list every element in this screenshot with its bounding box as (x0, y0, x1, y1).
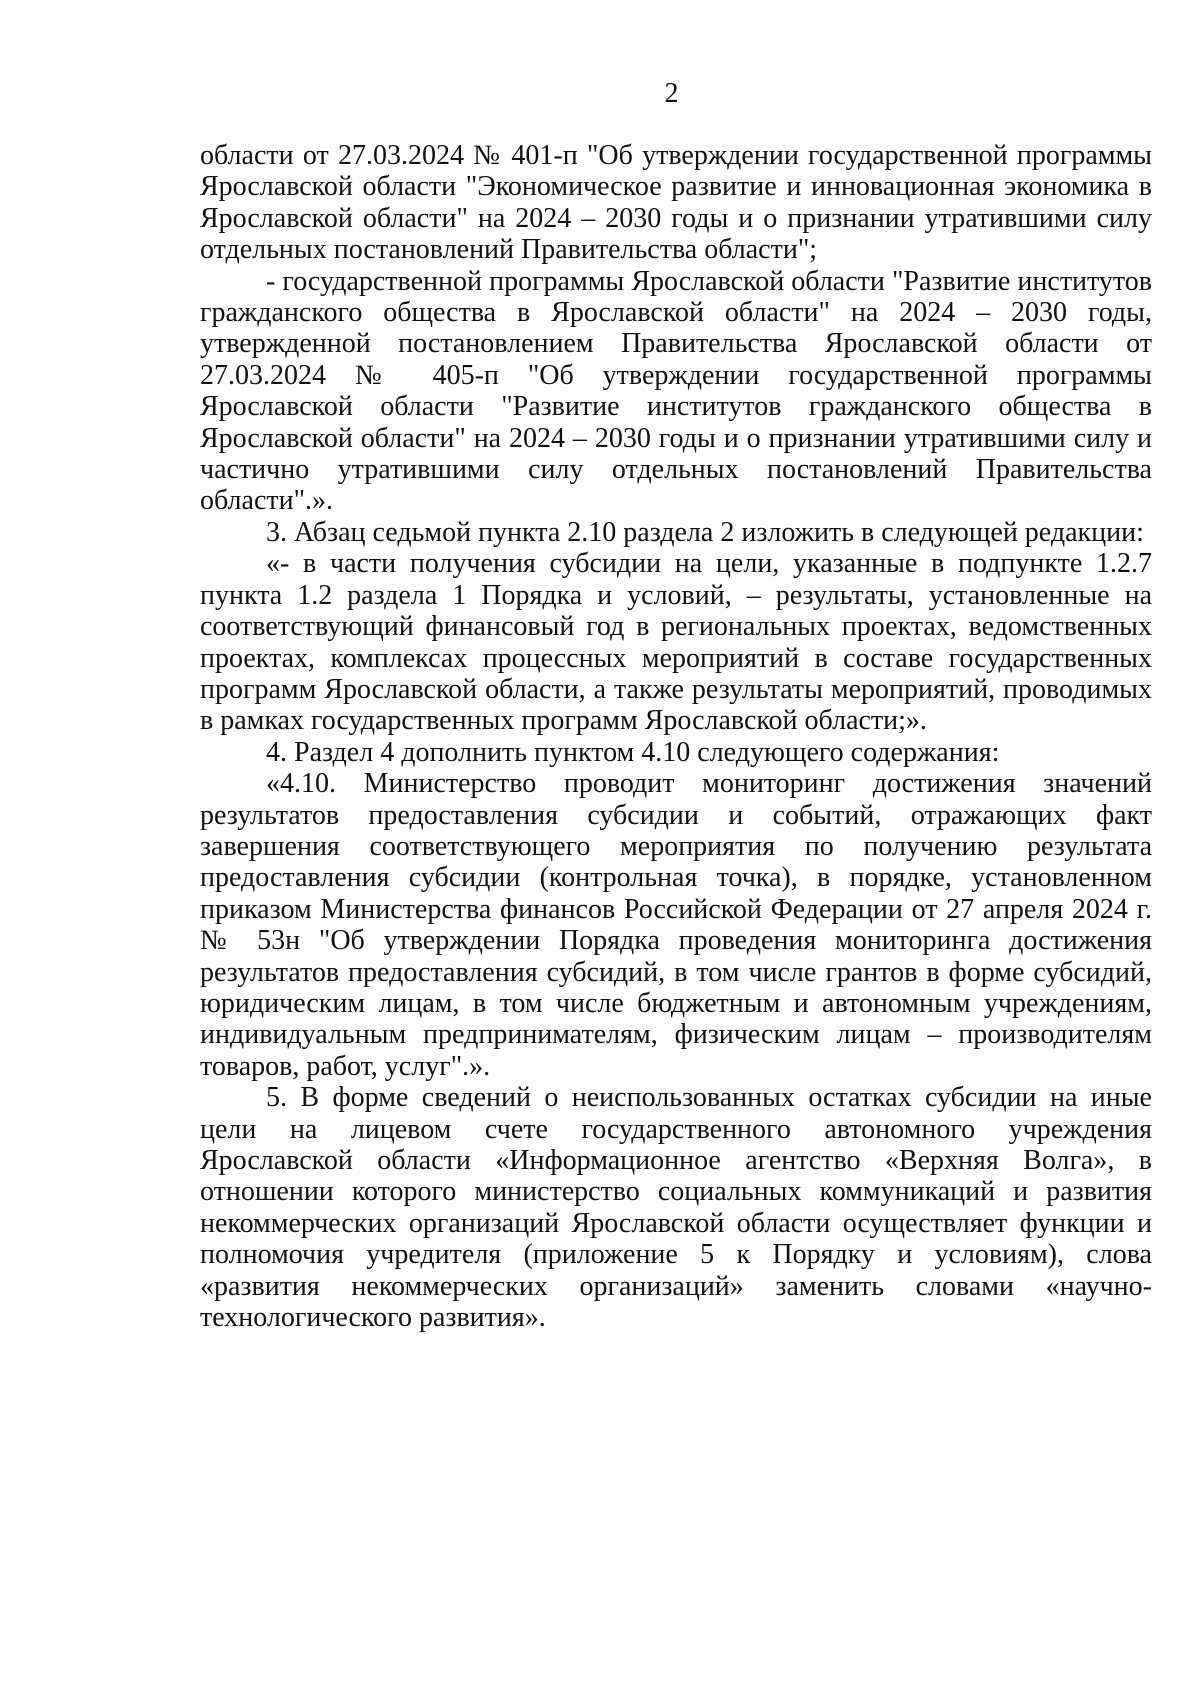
paragraph-item-3-text: «- в части получения субсидии на цели, указанные в подпункте 1.2.7 пункта 1.2 раздела 1 Порядка и условий, – результаты, установленные на соответствующий финансовый год в региональных проектах, ведомственных проектах, комплексах процессных мероприятий в составе государственных программ Ярославской области, а также результаты мероприятий, проводимых в рамках государственных программ Ярославской области;». (200, 548, 1152, 737)
paragraph-item-3: 3. Абзац седьмой пункта 2.10 раздела 2 изложить в следующей редакции: (266, 516, 1144, 548)
paragraph-continuation: области от 27.03.2024 № 401-п "Об утверждении государственной программы Ярославской области "Экономическое развитие и инновационная экономика в Ярославской области" на 2024 – 2030 годы и о признании утратившими силу отдельных постановлений Правительства области"; (200, 140, 1152, 266)
paragraph-program-item: - государственной программы Ярославской области "Развитие институтов гражданского общества в Ярославской области" на 2024 – 2030 годы, утвержденной постановлением Правительства Ярославской области от 27.03.2024 № 405-п "Об утверждении государственной программы Ярославской области "Развитие институтов гражданского общества в Ярославской области" на 2024 – 2030 годы и о признании утратившими силу и частично утратившими силу отдельных постановлений Правительства области".». (200, 265, 1152, 517)
document-body (200, 140, 1152, 1333)
paragraph-item-4: 4. Раздел 4 дополнить пунктом 4.10 следующего содержания: (266, 736, 1000, 768)
page-number: 2 (664, 78, 679, 109)
paragraph-item-4-text: «4.10. Министерство проводит мониторинг достижения значений результатов предоставления субсидии и событий, отражающих факт завершения соответствующего мероприятия по получению результата предоставления субсидии (контрольная точка), в порядке, установленном приказом Министерства финансов Российской Федерации от 27 апреля 2024 г. № 53н "Об утверждении Порядка проведения мониторинга достижения результатов предоставления субсидий, в том числе грантов в форме субсидий, юридическим лицам, в том числе бюджетным и автономным учреждениям, индивидуальным предпринимателям, физическим лицам – производителям товаров, работ, услуг".». (200, 768, 1152, 1082)
paragraph-item-5: 5. В форме сведений о неиспользованных остатках субсидии на иные цели на лицевом счете государственного автономного учреждения Ярославской области «Информационное агентство «Верхняя Волга», в отношении которого министерство социальных коммуникаций и развития некоммерческих организаций Ярославской области осуществляет функции и полномочия учредителя (приложение 5 к Порядку и условиям), слова «развития некоммерческих организаций» заменить словами «научно-технологического развития». (200, 1082, 1152, 1334)
